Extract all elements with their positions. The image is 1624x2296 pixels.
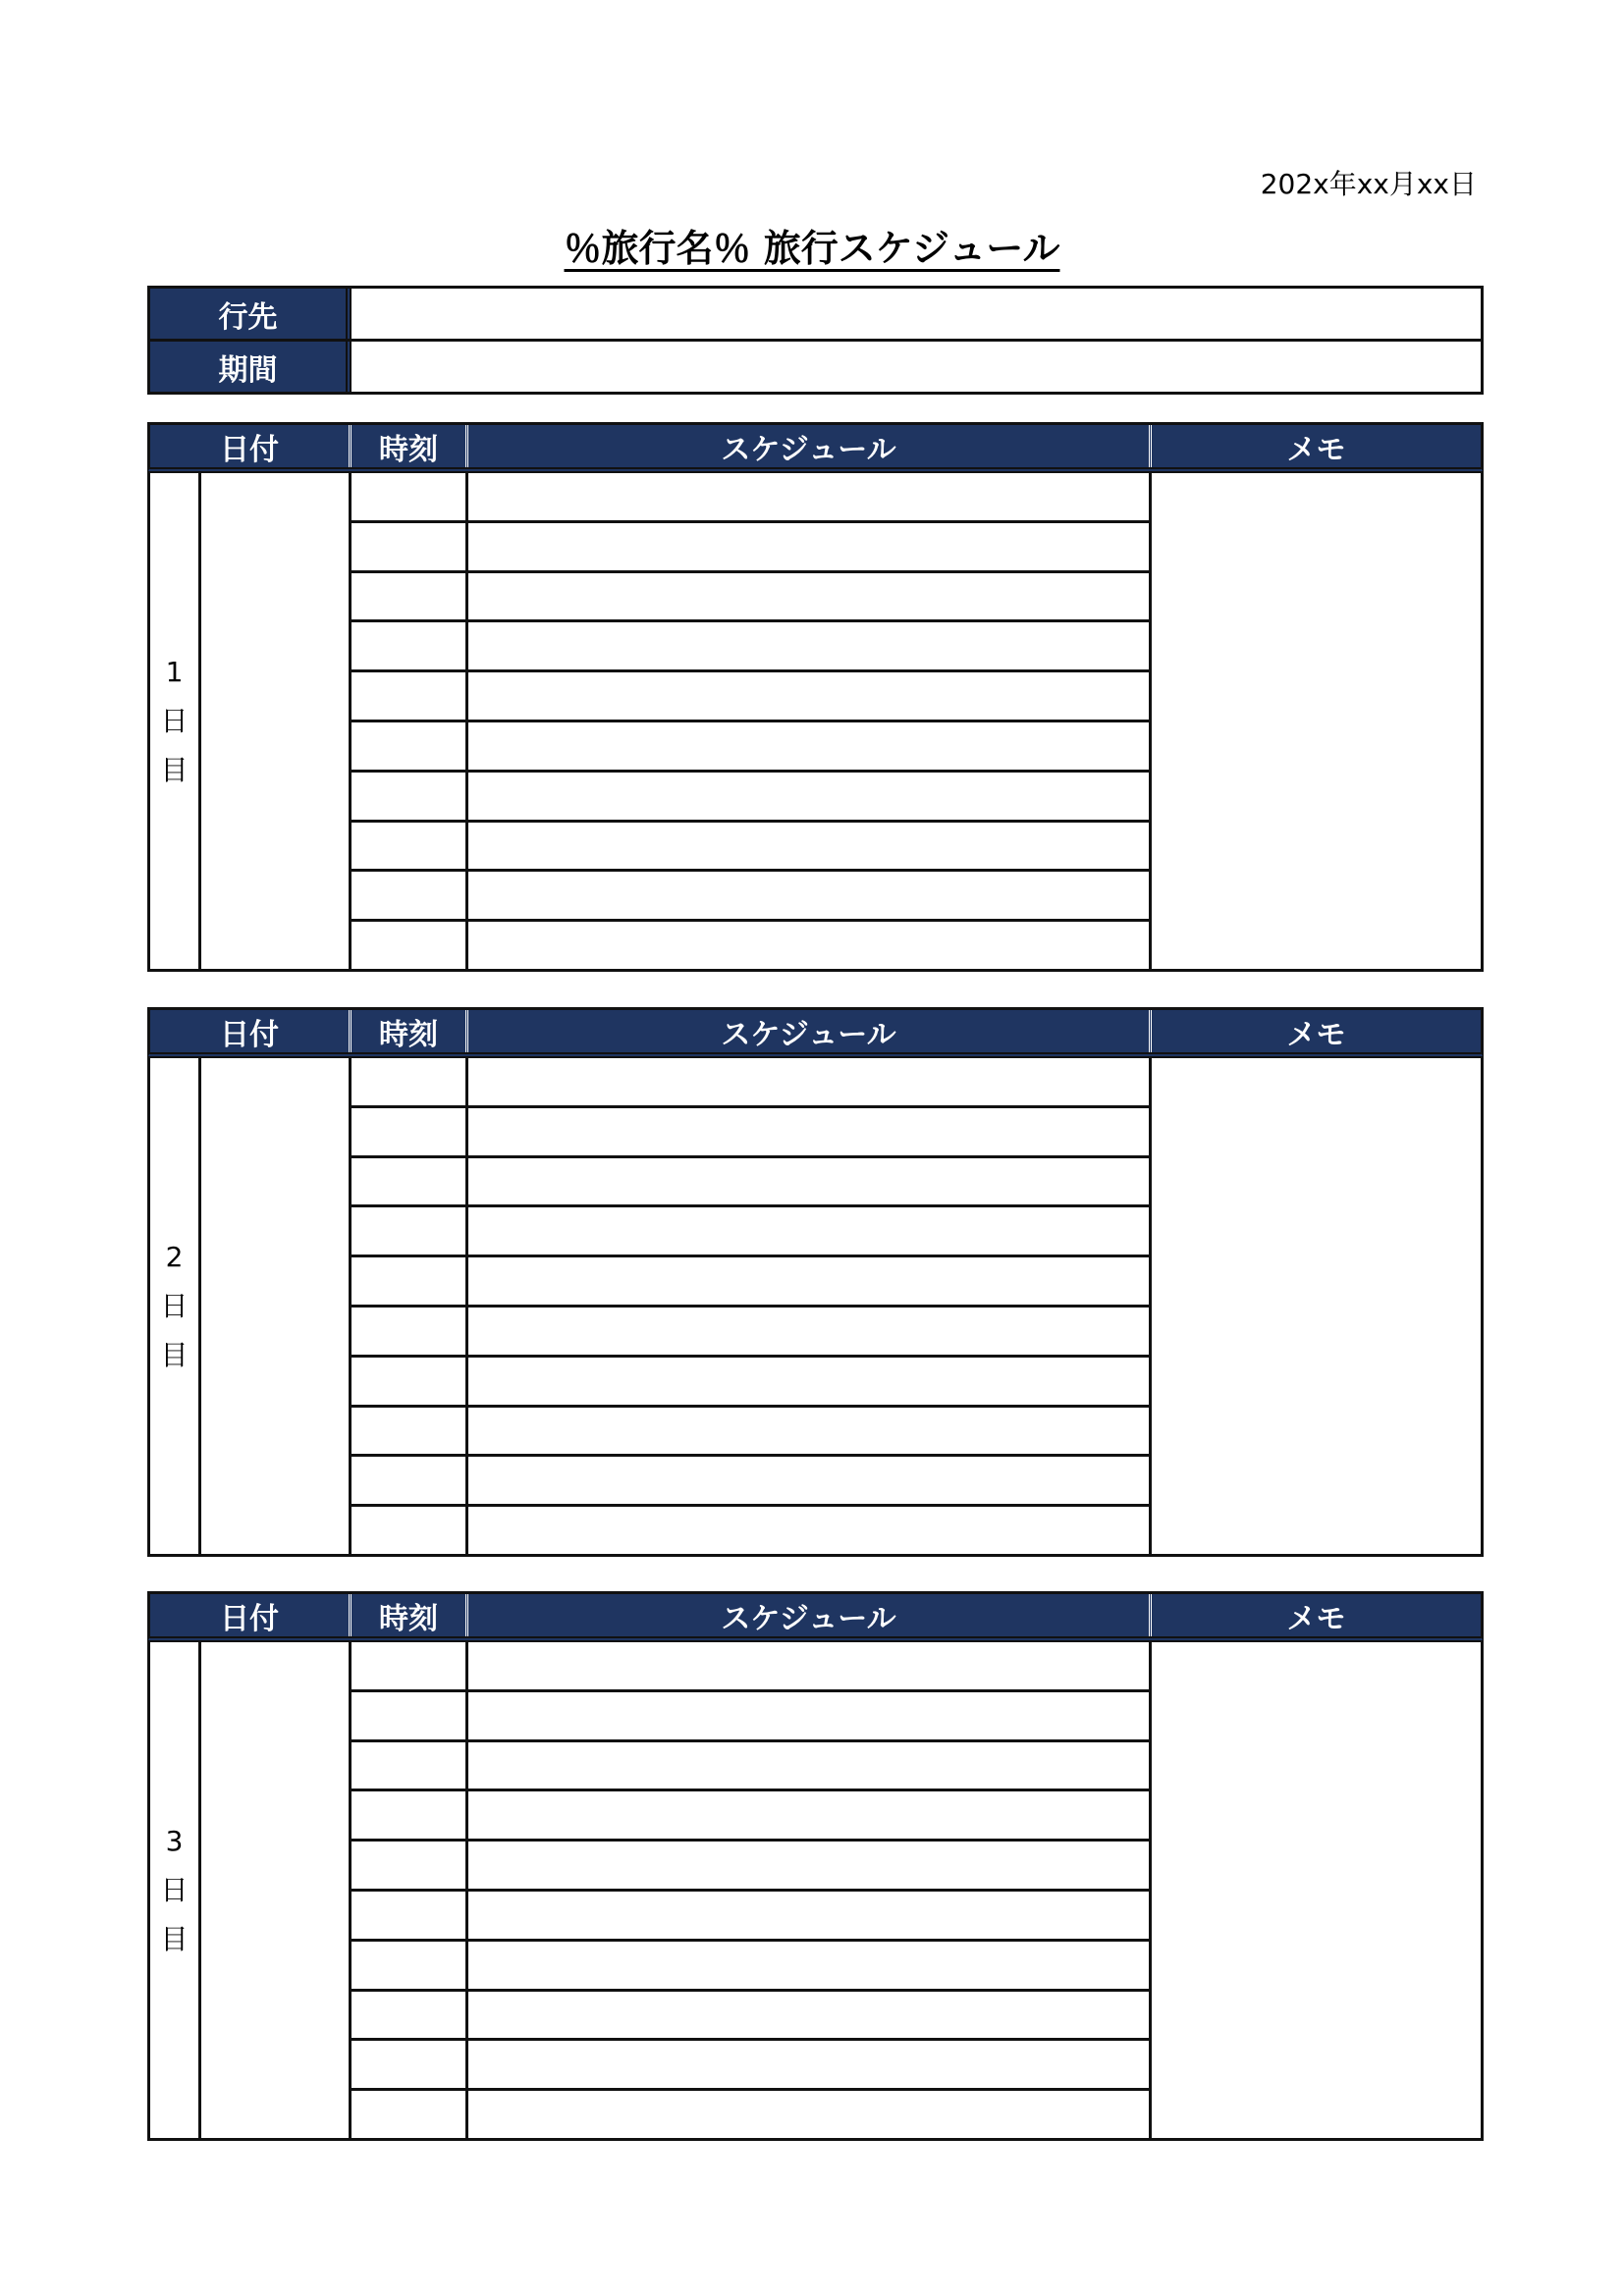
day-unit-1: 日 (160, 1873, 189, 1906)
schedule-cell[interactable] (468, 1408, 1149, 1455)
schedule-cell[interactable] (468, 1507, 1149, 1554)
time-cell[interactable] (352, 722, 468, 770)
time-cell[interactable] (352, 1358, 468, 1405)
schedule-row (352, 473, 1149, 520)
schedule-row (352, 820, 1149, 870)
period-label: 期間 (150, 342, 352, 392)
column-header-time: 時刻 (352, 1594, 468, 1636)
column-header-time: 時刻 (352, 425, 468, 467)
period-field[interactable] (352, 342, 1481, 392)
schedule-cell[interactable] (468, 2041, 1149, 2088)
day-table-header (147, 1591, 1484, 1642)
schedule-row (352, 1305, 1149, 1355)
schedule-cell[interactable] (468, 1892, 1149, 1939)
schedule-cell[interactable] (468, 1742, 1149, 1789)
time-cell[interactable] (352, 872, 468, 919)
schedule-cell[interactable] (468, 573, 1149, 620)
time-cell[interactable] (352, 1892, 468, 1939)
schedule-row (352, 1105, 1149, 1155)
page-title-wrap (0, 218, 1624, 272)
column-header-date: 日付 (150, 1594, 352, 1636)
schedule-row (352, 1889, 1149, 1939)
column-header-memo: メモ (1286, 1017, 1346, 1052)
schedule-cell[interactable] (468, 523, 1149, 570)
time-cell[interactable] (352, 622, 468, 669)
schedule-cell[interactable] (468, 773, 1149, 820)
day-unit-1: 日 (160, 1289, 189, 1322)
schedule-cell[interactable] (468, 1942, 1149, 1989)
schedule-cell[interactable] (468, 1308, 1149, 1355)
day-unit-2: 目 (160, 1922, 189, 1955)
time-cell[interactable] (352, 1692, 468, 1739)
schedule-cell[interactable] (468, 1108, 1149, 1155)
schedule-cell[interactable] (468, 1158, 1149, 1205)
day-label (150, 1642, 201, 2138)
schedule-cell[interactable] (468, 1791, 1149, 1839)
day-unit-1: 日 (160, 704, 189, 737)
column-header-date: 日付 (150, 425, 352, 467)
schedule-row (352, 919, 1149, 969)
time-cell[interactable] (352, 473, 468, 520)
document-date: 202x年xx月xx日 (1260, 168, 1477, 200)
time-cell[interactable] (352, 1791, 468, 1839)
schedule-cell[interactable] (468, 922, 1149, 969)
memo-cell[interactable] (1152, 1642, 1481, 2138)
column-header-time: 時刻 (352, 1010, 468, 1052)
time-cell[interactable] (352, 823, 468, 870)
time-cell[interactable] (352, 1207, 468, 1255)
schedule-row (352, 1989, 1149, 2039)
schedule-row (352, 1405, 1149, 1455)
schedule-cell[interactable] (468, 1058, 1149, 1105)
day-table-body (147, 1642, 1484, 2141)
day-table-2 (147, 1007, 1484, 1557)
date-cell[interactable] (201, 1058, 352, 1554)
destination-label: 行先 (150, 289, 352, 339)
time-cell[interactable] (352, 1457, 468, 1504)
schedule-row (352, 1504, 1149, 1554)
day-unit-2: 目 (160, 1338, 189, 1371)
time-cell[interactable] (352, 1408, 468, 1455)
schedule-row (352, 1155, 1149, 1205)
schedule-cell[interactable] (468, 722, 1149, 770)
schedule-row (352, 770, 1149, 820)
time-cell[interactable] (352, 2041, 468, 2088)
page-title: ％旅行名％ 旅行スケジュール (564, 227, 1060, 270)
schedule-row (352, 1454, 1149, 1504)
schedule-row (352, 669, 1149, 720)
time-cell[interactable] (352, 573, 468, 620)
period-row (150, 339, 1481, 392)
schedule-cell[interactable] (468, 672, 1149, 720)
schedule-cell[interactable] (468, 1692, 1149, 1739)
schedule-row (352, 2088, 1149, 2138)
column-header-schedule: スケジュール (468, 1594, 1152, 1636)
column-header-date: 日付 (150, 1010, 352, 1052)
schedule-rows (352, 1642, 1152, 2138)
schedule-row (352, 570, 1149, 620)
schedule-row (352, 1058, 1149, 1105)
time-cell[interactable] (352, 1507, 468, 1554)
day-number: 2 (165, 1240, 184, 1273)
schedule-row (352, 520, 1149, 570)
schedule-cell[interactable] (468, 1207, 1149, 1255)
day-number: 3 (165, 1824, 184, 1857)
schedule-cell[interactable] (468, 872, 1149, 919)
date-cell[interactable] (201, 473, 352, 969)
schedule-cell[interactable] (468, 473, 1149, 520)
column-header-schedule: スケジュール (468, 1010, 1152, 1052)
column-header-schedule: スケジュール (468, 425, 1152, 467)
time-cell[interactable] (352, 1842, 468, 1889)
schedule-row (352, 1355, 1149, 1405)
schedule-row (352, 1255, 1149, 1305)
schedule-cell[interactable] (468, 2091, 1149, 2138)
day-table-1 (147, 422, 1484, 972)
schedule-cell[interactable] (468, 823, 1149, 870)
schedule-row (352, 1789, 1149, 1839)
schedule-cell[interactable] (468, 622, 1149, 669)
memo-cell[interactable] (1152, 1058, 1481, 1554)
day-number: 1 (165, 655, 184, 688)
day-table-body (147, 473, 1484, 972)
day-table-header (147, 1007, 1484, 1058)
time-cell[interactable] (352, 1742, 468, 1789)
time-cell[interactable] (352, 1257, 468, 1305)
day-table-3 (147, 1591, 1484, 2141)
time-cell[interactable] (352, 523, 468, 570)
date-cell[interactable] (201, 1642, 352, 2138)
time-cell[interactable] (352, 672, 468, 720)
column-header-memo: メモ (1286, 1601, 1346, 1636)
memo-cell[interactable] (1152, 473, 1481, 969)
schedule-row (352, 2038, 1149, 2088)
schedule-row (352, 869, 1149, 919)
time-cell[interactable] (352, 922, 468, 969)
time-cell[interactable] (352, 1108, 468, 1155)
schedule-row (352, 720, 1149, 770)
time-cell[interactable] (352, 773, 468, 820)
schedule-row (352, 1939, 1149, 1989)
schedule-cell[interactable] (468, 1642, 1149, 1689)
schedule-row (352, 1642, 1149, 1689)
destination-field[interactable] (352, 289, 1481, 339)
trip-info-table (147, 286, 1484, 395)
schedule-rows (352, 473, 1152, 969)
time-cell[interactable] (352, 1942, 468, 1989)
schedule-row (352, 619, 1149, 669)
schedule-cell[interactable] (468, 1358, 1149, 1405)
schedule-cell[interactable] (468, 1992, 1149, 2039)
schedule-row (352, 1689, 1149, 1739)
column-header-memo: メモ (1286, 432, 1346, 467)
schedule-cell[interactable] (468, 1257, 1149, 1305)
schedule-cell[interactable] (468, 1457, 1149, 1504)
time-cell[interactable] (352, 1642, 468, 1689)
day-label (150, 473, 201, 969)
time-cell[interactable] (352, 1308, 468, 1355)
time-cell[interactable] (352, 2091, 468, 2138)
day-unit-2: 目 (160, 753, 189, 786)
schedule-row (352, 1204, 1149, 1255)
day-table-body (147, 1058, 1484, 1557)
destination-row (150, 289, 1481, 339)
day-label (150, 1058, 201, 1554)
schedule-row (352, 1739, 1149, 1789)
time-cell[interactable] (352, 1158, 468, 1205)
schedule-rows (352, 1058, 1152, 1554)
schedule-cell[interactable] (468, 1842, 1149, 1889)
day-table-header (147, 422, 1484, 473)
schedule-row (352, 1839, 1149, 1889)
time-cell[interactable] (352, 1992, 468, 2039)
time-cell[interactable] (352, 1058, 468, 1105)
